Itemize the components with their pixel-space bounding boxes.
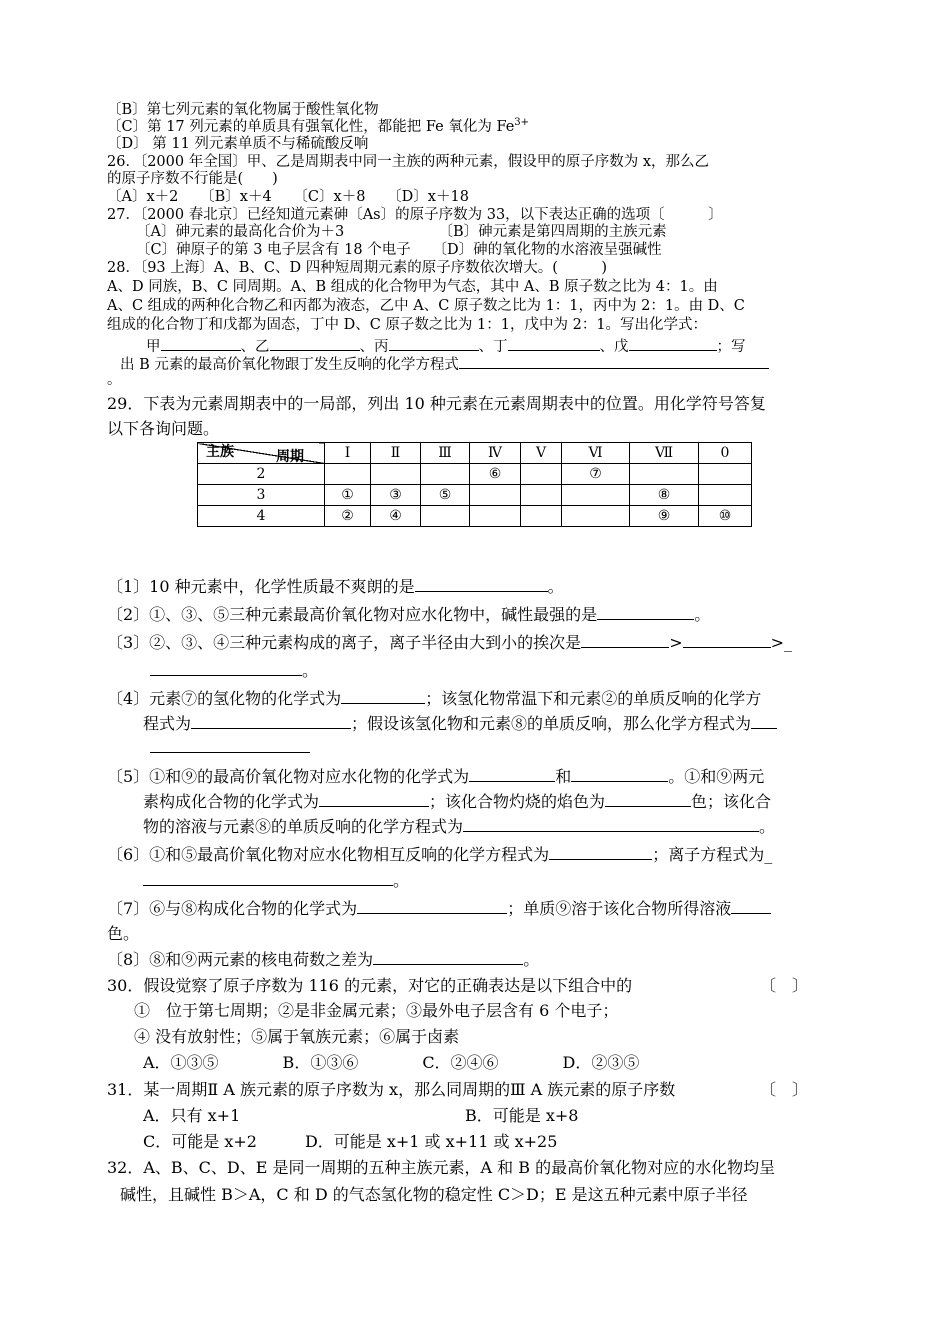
q28-line-3: A、C 组成的两种化合物乙和丙都为液态，乙中 A、C 原子数之比为 1：1，丙中为 2：1。由 D、C [107, 298, 745, 314]
blank-s3-1[interactable] [581, 633, 669, 648]
q27-options-2: 〔C〕砷原子的第 3 电子层含有 18 个电子 〔D〕砷的氧化物的水溶液呈强碱性 [136, 242, 662, 258]
q31-line-1: 31．某一周期Ⅱ A 族元素的原子序数为 x，那么同周期的Ⅲ A 族元素的原子序数 [107, 1080, 676, 1099]
blank-ding[interactable] [508, 336, 600, 351]
sub-q1-end: 。 [547, 577, 564, 596]
table-cell: ⑦ [562, 464, 630, 485]
blank-s6-1[interactable] [549, 845, 652, 860]
group-header-6: Ⅵ [562, 443, 630, 464]
table-cell: ⑨ [630, 506, 699, 527]
sub-q5-text-b: 和 [555, 767, 572, 786]
sub-q5-line-1 [107, 765, 764, 789]
blank-s5-3[interactable] [319, 792, 429, 807]
sub-q7-line-1 [107, 897, 771, 921]
sub-q3-end: 。 [302, 661, 319, 680]
sub-q3-text: 〔3〕②、③、④三种元素构成的离子，离子半径由大到小的挨次是 [107, 633, 582, 652]
sub-q5-line-2 [143, 790, 771, 814]
sub-q8 [107, 948, 539, 972]
table-cell: ⑧ [630, 485, 699, 506]
q26-options: 〔A〕x＋2 〔B〕x＋4 〔C〕x＋8 〔D〕x＋18 [107, 189, 469, 205]
q29-line-2: 以下各询问题。 [107, 419, 220, 438]
blank-yi[interactable] [270, 336, 360, 351]
period-label: 3 [198, 485, 325, 506]
period-label: 2 [198, 464, 325, 485]
option-d-line: 〔D〕 第 11 列元素单质不与稀硫酸反响 [107, 136, 369, 152]
label-ding: 、丁 [478, 339, 508, 355]
sub-q3-gt: > [669, 633, 683, 652]
sub-q5-text-f: 色；该化合 [691, 792, 772, 811]
table-cell [699, 485, 752, 506]
q26-line-1: 26．〔2000 年全国〕甲、乙是周期表中同一主族的两种元素，假设甲的原子序数为 x，那么乙 [107, 154, 709, 170]
label-xie: ；写 [716, 339, 746, 355]
table-cell: ③ [371, 485, 421, 506]
q31-option-b: B．可能是 x+8 [465, 1106, 579, 1125]
sub-q5-text-c: 。①和⑨两元 [668, 767, 765, 786]
sub-q7-line-2: 色。 [107, 924, 140, 943]
label-bing: 、丙 [359, 339, 389, 355]
sub-q4-line-3 [150, 736, 310, 760]
table-cell: ② [325, 506, 371, 527]
group-header-3: Ⅲ [421, 443, 470, 464]
group-header-2: Ⅱ [371, 443, 421, 464]
q28-line-1: 28．〔93 上海〕A、B、C、D 四种短周期元素的原子序数依次增大。( ) [107, 260, 608, 276]
table-cell: ⑥ [470, 464, 521, 485]
sub-q1-text: 〔1〕10 种元素中，化学性质最不爽朗的是 [107, 577, 415, 596]
blank-s3-3[interactable] [150, 661, 302, 676]
sub-q3-cont [150, 659, 318, 683]
sub-q5-text-e: ；该化合物灼烧的焰色为 [429, 792, 606, 811]
blank-s8[interactable] [373, 950, 523, 965]
table-row [198, 485, 752, 506]
blank-bing[interactable] [389, 336, 479, 351]
sub-q8-text: 〔8〕⑧和⑨两元素的核电荷数之差为 [107, 950, 374, 969]
q28-equation-line [120, 354, 769, 374]
blank-s4-2[interactable] [191, 714, 351, 729]
periodic-table [197, 442, 752, 527]
q30-bracket: 〔 〕 [760, 976, 809, 995]
table-cell [630, 464, 699, 485]
sub-q2-end: 。 [694, 605, 711, 624]
charge-superscript: 3+ [514, 117, 530, 128]
option-b-line: 〔B〕第七列元素的氧化物属于酸性氧化物 [107, 102, 379, 118]
blank-jia[interactable] [161, 336, 241, 351]
sub-q5-end: 。 [759, 817, 776, 836]
table-cell [470, 485, 521, 506]
sub-q5-line-3 [143, 815, 775, 839]
blank-s5-5[interactable] [463, 817, 759, 832]
sub-q3 [107, 631, 792, 655]
option-c-line [107, 119, 529, 136]
blank-wu[interactable] [629, 336, 717, 351]
table-cell [521, 464, 562, 485]
blank-s6-2[interactable] [143, 871, 393, 886]
table-cell [325, 464, 371, 485]
q32-line-2: 碱性，且碱性 B＞A，C 和 D 的气态氢化物的稳定性 C＞D；E 是这五种元素中原子半径 [120, 1185, 748, 1204]
sub-q7-text-a: 〔7〕⑥与⑧构成化合物的化学式为 [107, 899, 358, 918]
sub-q6-end: 。 [393, 871, 410, 890]
q28-end: 。 [107, 372, 122, 388]
sub-q2 [107, 603, 710, 627]
blank-s7-2[interactable] [731, 899, 771, 914]
q28-equation-text: 出 B 元素的最高价氧化物跟丁发生反响的化学方程式 [120, 357, 459, 373]
sub-q4-text-b: ；该氢化物常温下和元素②的单质反响的化学方 [425, 689, 762, 708]
q28-blanks-line [146, 336, 746, 356]
sub-q5-text-g: 物的溶液与元素⑧的单质反响的化学方程式为 [143, 817, 464, 836]
label-yi: 、乙 [240, 339, 270, 355]
q26-line-2: 的原子序数不行能是( ) [107, 171, 278, 187]
group-header-0: 0 [699, 443, 752, 464]
q32-line-1: 32．A、B、C、D、E 是同一周期的五种主族元素，A 和 B 的最高价氧化物对应的水化物均呈 [107, 1158, 776, 1177]
sub-q6-text-b: ；离子方程式为_ [652, 845, 773, 864]
blank-equation[interactable] [459, 354, 769, 369]
blank-s1[interactable] [415, 577, 548, 592]
table-cell [421, 464, 470, 485]
q28-line-2: A、D 同族，B、C 同周期。A、B 组成的化合物甲为气态，其中 A、B 原子数之比为 4：1。由 [107, 279, 718, 295]
blank-s5-4[interactable] [605, 792, 691, 807]
table-cell [562, 506, 630, 527]
q27-options-1: 〔A〕砷元素的最高化合价为＋3 〔B〕砷元素是第四周期的主族元素 [136, 224, 667, 240]
blank-s4-3b[interactable] [150, 738, 310, 753]
table-corner [198, 443, 325, 464]
sub-q2-text: 〔2〕①、③、⑤三种元素最高价氧化物对应水化物中，碱性最强的是 [107, 605, 598, 624]
option-c-text: 〔C〕第 17 列元素的单质具有强氧化性，都能把 Fe 氧化为 Fe [107, 119, 515, 135]
q31-bracket: 〔 〕 [760, 1080, 809, 1099]
q27-line-1: 27．〔2000 春北京〕已经知道元素砷〔As〕的原子序数为 33，以下表达正确的选项〔 〕 [107, 207, 723, 223]
sub-q3-gt2: >_ [770, 633, 792, 652]
q30-line-3: ④ 没有放射性；⑤属于氧族元素；⑥属于卤素 [134, 1027, 460, 1046]
table-cell [699, 464, 752, 485]
sub-q4-text-d: ；假设该氢化物和元素⑧的单质反响，那么化学方程式为 [351, 714, 752, 733]
table-cell [521, 485, 562, 506]
table-row [198, 506, 752, 527]
corner-group-label: 主族 [206, 444, 234, 460]
sub-q5-text-a: 〔5〕①和⑨的最高价氧化物对应水化物的化学式为 [107, 767, 470, 786]
q30-options: A．①③⑤ B．①③⑥ C．②④⑥ D．②③⑤ [143, 1053, 640, 1072]
blank-s2[interactable] [597, 605, 694, 620]
sub-q4-line-2 [143, 712, 777, 736]
blank-s5-2[interactable] [571, 767, 668, 782]
sub-q6-line-1 [107, 843, 772, 867]
q29-line-1: 29．下表为元素周期表中的一局部，列出 10 种元素在元素周期表中的位置。用化学符号答复 [107, 394, 766, 413]
blank-s7-1[interactable] [357, 899, 507, 914]
q28-line-4: 组成的化合物丁和戊都为固态，丁中 D、C 原子数之比为 1：1，戊中为 2：1。写出化学式： [107, 317, 708, 333]
sub-q4-line-1 [107, 687, 761, 711]
sub-q6-line-2 [143, 869, 409, 893]
sub-q6-text-a: 〔6〕①和⑤最高价氧化物对应水化物相互反响的化学方程式为 [107, 845, 550, 864]
sub-q4-text-a: 〔4〕元素⑦的氢化物的化学式为 [107, 689, 342, 708]
q31-options-cd: C．可能是 x+2 D．可能是 x+1 或 x+11 或 x+25 [143, 1132, 558, 1151]
table-cell [562, 485, 630, 506]
label-wu: 、戊 [599, 339, 629, 355]
sub-q5-text-d: 素构成化合物的化学式为 [143, 792, 320, 811]
q30-line-2: ① 位于第七周期；②是非金属元素；③最外电子层含有 6 个电子； [134, 1001, 619, 1020]
table-row [198, 464, 752, 485]
q31-option-a: A．只有 x+1 [143, 1106, 241, 1125]
period-label: 4 [198, 506, 325, 527]
table-cell: ⑩ [699, 506, 752, 527]
blank-s5-1[interactable] [469, 767, 555, 782]
table-cell: ⑤ [421, 485, 470, 506]
label-jia: 甲 [146, 339, 161, 355]
blank-s4-1[interactable] [341, 689, 425, 704]
group-header-1: Ⅰ [325, 443, 371, 464]
group-header-4: Ⅳ [470, 443, 521, 464]
q30-line-1: 30．假设觉察了原子序数为 116 的元素，对它的正确表达是以下组合中的 [107, 976, 633, 995]
table-cell: ① [325, 485, 371, 506]
table-cell [421, 506, 470, 527]
blank-s4-3a[interactable] [751, 714, 777, 729]
table-cell [521, 506, 562, 527]
sub-q8-end: 。 [523, 950, 540, 969]
table-cell [371, 464, 421, 485]
group-header-5: Ⅴ [521, 443, 562, 464]
table-cell: ④ [371, 506, 421, 527]
table-cell [470, 506, 521, 527]
corner-period-label: 周期 [276, 449, 304, 465]
group-header-7: Ⅶ [630, 443, 699, 464]
sub-q4-text-c: 程式为 [143, 714, 192, 733]
sub-q7-text-b: ；单质⑨溶于该化合物所得溶液 [507, 899, 732, 918]
sub-q1 [107, 575, 564, 599]
blank-s3-2[interactable] [683, 633, 771, 648]
